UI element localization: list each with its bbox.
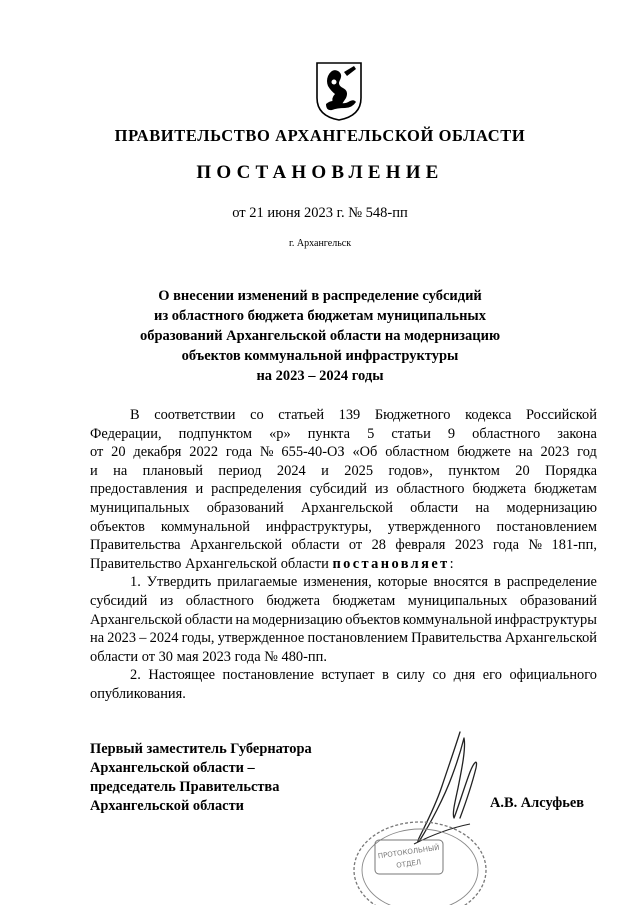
word: объектов — [90, 518, 145, 535]
word: Правительства — [411, 630, 502, 647]
word: со — [432, 667, 447, 684]
word: постановлением — [496, 518, 597, 535]
word: 20 — [111, 444, 126, 461]
word: год — [577, 444, 597, 461]
signatory-position-line: председатель Правительства — [90, 779, 280, 795]
word: Бюджетного — [374, 407, 451, 423]
signatory-position-line: Архангельской области — [90, 798, 244, 814]
word: Архангельской — [90, 611, 183, 628]
word: вносятся — [433, 574, 489, 591]
word: инфраструктуры — [494, 611, 597, 628]
word: пункта — [307, 425, 350, 442]
word: модернизацию — [506, 499, 597, 516]
subject-line: на 2023 – 2024 годы — [256, 368, 384, 384]
word: 2023 — [540, 444, 570, 461]
preamble-line — [90, 480, 597, 499]
word: бюджетам — [332, 592, 396, 609]
word: области — [184, 611, 233, 628]
word: вступает — [321, 667, 375, 684]
preamble-line — [90, 499, 597, 518]
word: на — [90, 630, 105, 647]
word: прилагаемые — [217, 574, 298, 591]
word: муниципальных — [90, 499, 190, 516]
word: 20 — [515, 462, 530, 479]
word: в — [494, 574, 501, 591]
word: от — [348, 537, 363, 554]
document-subject — [120, 286, 520, 386]
word: бюджетам — [534, 481, 597, 498]
word: на — [475, 499, 490, 516]
word: Федерации, — [90, 425, 162, 442]
word: соответствии — [154, 407, 236, 423]
item1-line — [90, 573, 597, 592]
word: Архангельской — [189, 537, 283, 554]
word: 2. — [130, 667, 141, 684]
word: области — [291, 537, 340, 554]
subject-line: объектов коммунальной инфраструктуры — [181, 348, 459, 364]
word: пунктом — [448, 462, 500, 479]
subject-line: из областного бюджета бюджетам муниципальных — [153, 308, 486, 324]
word: «р» — [269, 425, 291, 442]
word: годов», — [388, 462, 433, 479]
word: период — [218, 462, 262, 479]
document-date-number: от 21 июня 2023 г. № 548-пп — [232, 205, 408, 221]
word: года — [225, 444, 252, 461]
word: 28 — [371, 537, 386, 554]
word: постановлением — [307, 630, 408, 647]
word: распределения — [211, 481, 302, 498]
item1-line: области от 30 мая 2023 года № 480-пп. — [90, 648, 327, 665]
word: объектов — [345, 611, 401, 628]
preamble-line — [90, 425, 597, 444]
word: года — [492, 537, 520, 554]
word: и — [195, 481, 204, 498]
word: Порядка — [545, 462, 597, 479]
word: 9 — [447, 425, 456, 442]
word: 139 — [338, 407, 361, 423]
word: Настоящее — [148, 667, 215, 684]
word: 5 — [367, 425, 375, 442]
word: 2025 — [344, 462, 374, 479]
government-title: ПРАВИТЕЛЬСТВО АРХАНГЕЛЬСКОЙ ОБЛАСТИ — [114, 126, 526, 145]
word: плановый — [142, 462, 203, 479]
word: бюджете — [457, 444, 511, 461]
word: 655-40-ОЗ — [281, 444, 345, 461]
word: и — [90, 462, 98, 479]
preamble-line — [90, 536, 597, 555]
word: силу — [396, 667, 425, 684]
preamble-line — [90, 462, 597, 481]
item2-line — [90, 666, 597, 685]
word: на — [113, 462, 128, 479]
word: 2024 — [149, 630, 179, 647]
word: инфраструктуры, — [265, 518, 372, 535]
word: на — [235, 611, 250, 628]
word: № — [259, 444, 274, 461]
word: на — [518, 444, 533, 461]
official-stamp — [345, 810, 495, 905]
resolves-word: постановляет — [332, 555, 450, 572]
coat-of-arms-emblem — [314, 60, 364, 122]
word: В — [130, 407, 140, 423]
word: бюджета — [266, 592, 320, 609]
word: 1. — [130, 574, 141, 591]
item1-line — [90, 611, 597, 630]
word: коммунальной — [160, 518, 250, 535]
word: Правительства — [90, 537, 181, 554]
word: февраля — [395, 537, 446, 554]
word: бюджета — [472, 481, 527, 498]
word: в — [382, 667, 389, 684]
word: и — [321, 462, 329, 479]
word: дня — [453, 667, 476, 684]
word: от — [90, 444, 104, 461]
item1-line — [90, 629, 597, 648]
word: из — [159, 592, 174, 609]
word: декабря — [133, 444, 182, 461]
signatory-name: А.В. Алсуфьев — [490, 795, 585, 811]
word: образований — [519, 592, 597, 609]
word: 181-пп, — [551, 537, 597, 554]
svg-text:ПРОТОКОЛЬНЫЙ: ПРОТОКОЛЬНЫЙ — [377, 843, 440, 861]
word: областном — [385, 444, 450, 461]
subject-line: О внесении изменений в распределение субсидий — [158, 288, 482, 304]
word: 2023 — [454, 537, 484, 554]
item1-line — [90, 592, 597, 611]
preamble-line — [90, 518, 597, 537]
word: официального — [509, 667, 597, 684]
word: областного — [396, 481, 465, 498]
signatory-position — [90, 740, 312, 816]
word: Архангельской — [504, 630, 597, 647]
word: субсидий — [90, 592, 148, 609]
subject-line: образований Архангельской области на модернизацию — [139, 328, 501, 344]
word: распределение — [506, 574, 597, 591]
word: субсидий — [309, 481, 367, 498]
word: постановление — [222, 667, 314, 684]
word: № — [528, 537, 543, 554]
word: области — [410, 499, 459, 516]
preamble-final-line — [90, 555, 597, 574]
word: его — [482, 667, 502, 684]
word: образований — [206, 499, 284, 516]
document-type: ПОСТАНОВЛЕНИЕ — [196, 162, 444, 183]
word: утвержденное — [217, 630, 305, 647]
resolves-colon: : — [449, 555, 454, 572]
signatory-position-line: Архангельской области – — [90, 760, 255, 776]
word: со — [250, 407, 264, 423]
preamble-line — [90, 443, 597, 462]
word: кодекса — [465, 407, 512, 423]
word: – — [139, 630, 147, 647]
item2-line: опубликования. — [90, 685, 186, 702]
signatory-position-line: Первый заместитель Губернатора — [90, 741, 312, 757]
word: статьей — [278, 407, 325, 423]
word: подпунктом — [178, 425, 252, 442]
word: предоставления — [90, 481, 188, 498]
word: изменения, — [303, 574, 372, 591]
preamble-end: Правительство Архангельской области — [90, 555, 329, 572]
word: Архангельской — [300, 499, 393, 516]
document-city: г. Архангельск — [288, 238, 352, 249]
word: областного — [472, 425, 541, 442]
word: коммунальной — [402, 611, 492, 628]
word: статьи — [391, 425, 431, 442]
word: 2022 — [189, 444, 219, 461]
word: «Об — [352, 444, 378, 461]
document-body — [90, 406, 597, 704]
word: Российской — [526, 407, 597, 423]
word: 2024 — [276, 462, 306, 479]
word: муниципальных — [407, 592, 508, 609]
word: годы, — [181, 630, 215, 647]
word: утвержденного — [387, 518, 481, 535]
word: 2023 — [107, 630, 137, 647]
word: Утвердить — [146, 574, 212, 591]
word: модернизацию — [252, 611, 343, 628]
word: из — [374, 481, 389, 498]
svg-text:ОТДЕЛ: ОТДЕЛ — [395, 858, 422, 870]
word: областного — [185, 592, 254, 609]
word: которые — [377, 574, 428, 591]
preamble-line — [90, 406, 597, 425]
word: закона — [557, 425, 597, 442]
